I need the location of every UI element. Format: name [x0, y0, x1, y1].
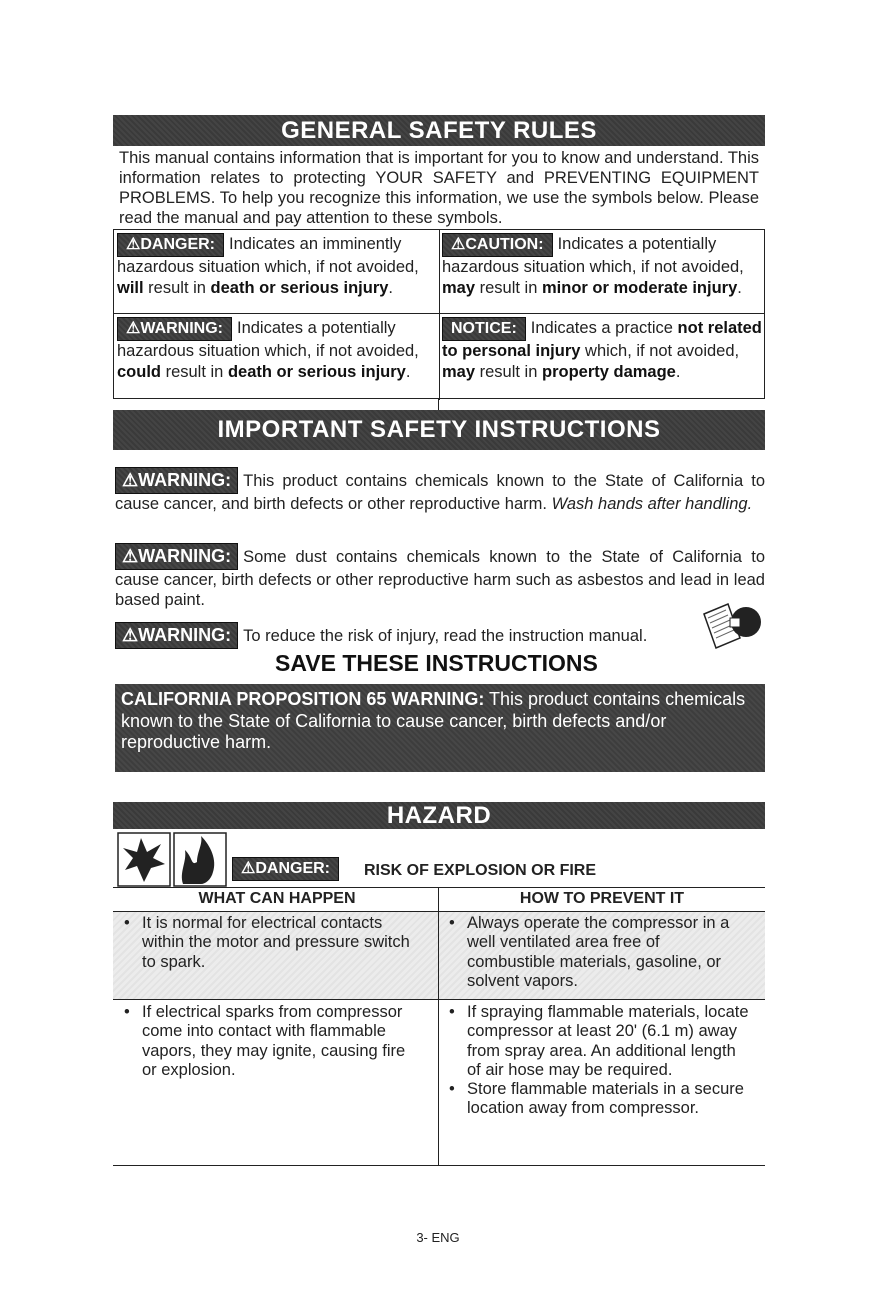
row1-how — [442, 914, 752, 991]
warning-definition: ⚠WARNING: Indicates a potentially hazardous situation which, if not avoided, could result in death or serious injury. — [117, 319, 419, 381]
signal-word-grid — [113, 229, 765, 399]
prop65-warning: CALIFORNIA PROPOSITION 65 WARNING: This product contains chemicals known to the State of California to cause cancer, birth defects and/or reproductive harm. — [115, 684, 765, 772]
what-can-happen-header: WHAT CAN HAPPEN — [198, 890, 356, 907]
danger-badge: ⚠DANGER: — [232, 857, 339, 881]
list-item: • If electrical sparks from compressor come into contact with flammable vapors, they may ignite, causing fire or explosion. — [142, 1003, 417, 1080]
risk-title: RISK OF EXPLOSION OR FIRE — [364, 862, 597, 879]
alert-triangle-icon: ⚠ — [126, 236, 141, 253]
page-number: 3- ENG — [416, 1230, 460, 1245]
explosion-fire-icons — [117, 832, 227, 887]
warning-badge: ⚠WARNING: — [115, 467, 238, 494]
warning-badge: ⚠WARNING: — [115, 543, 238, 570]
notice-definition: NOTICE: Indicates a practice not related to personal injury which, if not avoided, may result in property damage. — [442, 319, 762, 381]
row2-what — [117, 1003, 417, 1080]
alert-triangle-icon: ⚠ — [126, 320, 141, 337]
list-item: • Store flammable materials in a secure location away from compressor. — [467, 1080, 752, 1119]
alert-triangle-icon: ⚠ — [241, 860, 256, 877]
alert-triangle-icon: ⚠ — [122, 470, 139, 490]
how-to-prevent-header: HOW TO PREVENT IT — [519, 890, 685, 907]
row1-what — [117, 914, 417, 972]
caution-definition: ⚠CAUTION: Indicates a potentially hazardous situation which, if not avoided, may result in minor or moderate injury. — [442, 235, 744, 297]
intro-paragraph: This manual contains information that is important for you to know and understand. This information relates to protecting YOUR SAFETY and PREVENTING EQUIPMENT PROBLEMS. To help you recognize this information, we use the symbols below. Please read the manual and pay attention to these symbols. — [119, 149, 759, 227]
danger-definition: ⚠DANGER: Indicates an imminently hazardous situation which, if not avoided, will result in death or serious injury. — [117, 235, 419, 297]
caution-badge: ⚠CAUTION: — [442, 233, 553, 257]
notice-badge: NOTICE: — [442, 317, 526, 341]
alert-triangle-icon: ⚠ — [451, 236, 466, 253]
save-these-instructions: SAVE THESE INSTRUCTIONS — [275, 650, 598, 676]
general-safety-rules-banner: GENERAL SAFETY RULES — [113, 115, 765, 146]
list-item: • If spraying flammable materials, locate compressor at least 20' (6.1 m) away from spray area. An additional length of air hose may be required. — [467, 1003, 752, 1080]
list-item: • Always operate the compressor in a well ventilated area free of combustible materials, gasoline, or solvent vapors. — [467, 914, 752, 991]
alert-triangle-icon: ⚠ — [122, 546, 139, 566]
important-safety-instructions-banner: IMPORTANT SAFETY INSTRUCTIONS — [113, 410, 765, 450]
alert-triangle-icon: ⚠ — [122, 625, 139, 645]
hazard-danger-badge-wrap — [232, 857, 344, 881]
danger-badge: ⚠DANGER: — [117, 233, 224, 257]
warning-read-manual: ⚠WARNING: To reduce the risk of injury, read the instruction manual. — [115, 622, 765, 649]
warning-chemicals: ⚠WARNING: This product contains chemicals known to the State of California to cause cancer, and birth defects or other reproductive harm. Wash hands after handling. — [115, 467, 765, 514]
warning-badge: ⚠WARNING: — [117, 317, 232, 341]
warning-dust: ⚠WARNING: Some dust contains chemicals known to the State of California to cause cancer, birth defects or other reproductive harm such as asbestos and lead in lead based paint. — [115, 543, 765, 610]
hazard-banner: HAZARD — [113, 802, 765, 829]
read-manual-icon — [700, 596, 762, 654]
row2-how — [442, 1003, 752, 1119]
warning-badge: ⚠WARNING: — [115, 622, 238, 649]
list-item: • It is normal for electrical contacts within the motor and pressure switch to spark. — [142, 914, 417, 972]
